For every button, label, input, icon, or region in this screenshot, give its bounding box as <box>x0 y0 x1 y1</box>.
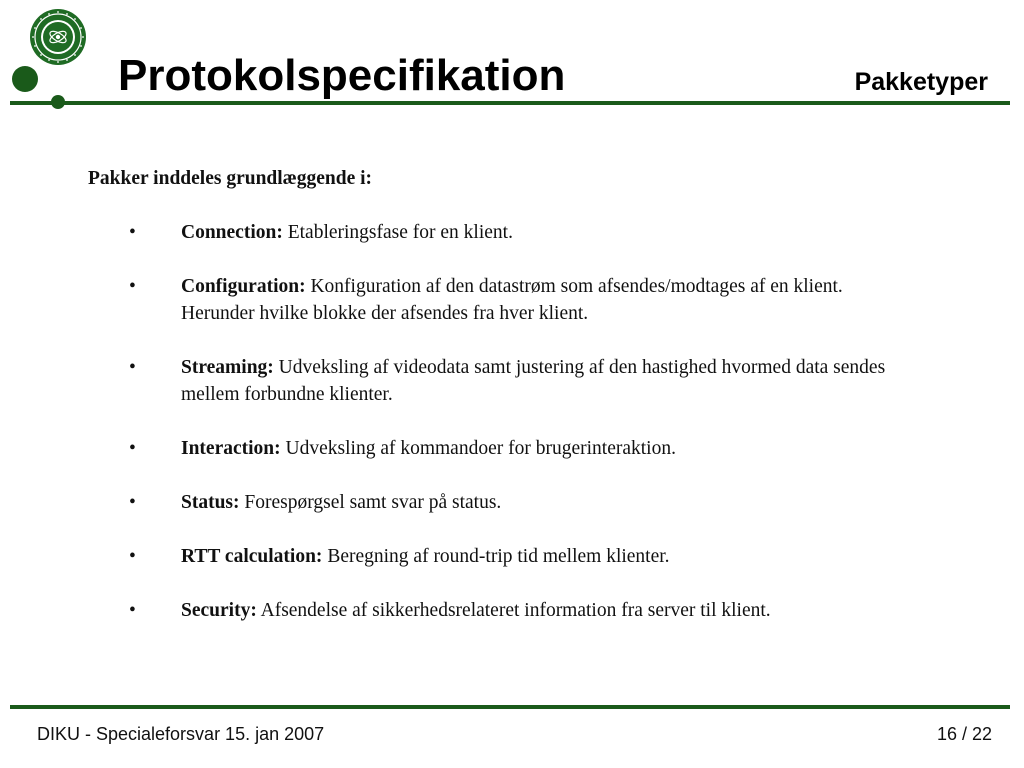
item-term: Interaction: <box>181 438 281 459</box>
item-description: Konfiguration af den datastrøm som afsendes/modtages af en klient. Herunder hvilke blokke der afsendes fra hver klient. <box>181 276 843 324</box>
bullet-icon: • <box>129 222 136 243</box>
item-term: Status: <box>181 492 240 513</box>
item-term: RTT calculation: <box>181 546 323 567</box>
decorative-dot-large <box>12 66 38 92</box>
university-seal-icon <box>29 8 87 66</box>
list-item <box>88 489 918 516</box>
item-description: Etableringsfase for en klient. <box>282 222 513 243</box>
item-description: Udveksling af kommandoer for brugerinteraktion. <box>280 438 676 459</box>
list-item <box>88 273 918 327</box>
list-item <box>88 354 918 408</box>
slide-title: Protokolspecifikation <box>118 51 566 100</box>
packet-type-list <box>88 219 918 624</box>
item-description: Forespørgsel samt svar på status. <box>239 492 502 513</box>
page-number: 16 / 22 <box>936 724 992 744</box>
item-term: Connection: <box>181 222 283 243</box>
footer-divider <box>10 705 1010 709</box>
item-term: Security: <box>181 600 257 621</box>
bullet-icon: • <box>129 276 136 297</box>
section-subtitle: Pakketyper <box>854 68 988 96</box>
list-item <box>88 597 918 624</box>
item-description: Beregning af round-trip tid mellem klienter. <box>322 546 670 567</box>
item-description: Afsendelse af sikkerhedsrelateret information fra server til klient. <box>256 600 771 621</box>
list-item <box>88 435 918 462</box>
bullet-icon: • <box>129 357 136 378</box>
item-term: Streaming: <box>181 357 274 378</box>
slide-body <box>88 165 918 651</box>
item-term: Configuration: <box>181 276 306 297</box>
footer-event: DIKU - Specialeforsvar 15. jan 2007 <box>37 724 325 744</box>
bullet-icon: • <box>129 492 136 513</box>
list-item <box>88 219 918 246</box>
item-description: Udveksling af videodata samt justering af den hastighed hvormed data sendes mellem forbundne klienter. <box>181 357 886 405</box>
list-item <box>88 543 918 570</box>
bullet-icon: • <box>129 546 136 567</box>
bullet-icon: • <box>129 438 136 459</box>
bullet-icon: • <box>129 600 136 621</box>
intro-text: Pakker inddeles grundlæggende i: <box>88 168 373 189</box>
header-divider <box>10 101 1010 105</box>
